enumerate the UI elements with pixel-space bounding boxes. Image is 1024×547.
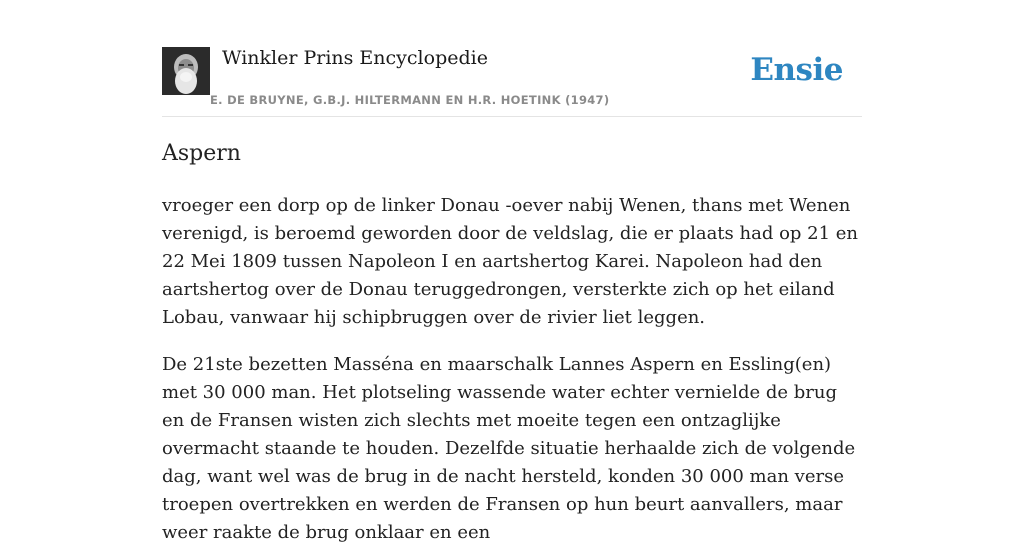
article (162, 138, 862, 547)
authors-subtitle: E. DE BRUYNE, G.B.J. HILTERMANN EN H.R. HOETINK (1947) (210, 93, 610, 107)
author-avatar (162, 47, 210, 95)
portrait-icon (162, 47, 210, 95)
article-paragraph: De 21ste bezetten Masséna en maarschalk Lannes Aspern en Essling(en) met 30 000 man. Het plotseling wassende water echter vernielde de brug en de Fransen wisten zich slechts met moeite tegen een ontzaglijke overmacht staande te houden. Dezelfde situatie herhaalde zich de volgende dag, want wel was de brug in de nacht hersteld, konden 30 000 man verse troepen overtrekken en werden de Fransen op hun beurt aanvallers, maar weer raakte de brug onklaar en een (162, 354, 856, 543)
brand-logo[interactable]: Ensie (750, 52, 843, 88)
article-paragraph: vroeger een dorp op de linker Donau -oever nabij Wenen, thans met Wenen verenigd, is beroemd geworden door de veldslag, die er plaats had op 21 en 22 Mei 1809 tussen Napoleon I en aartshertog Karei. Napoleon had den aartshertog over de Donau teruggedrongen, versterkte zich op het eiland Lobau, vanwaar hij schipbruggen over de rivier liet leggen. (162, 195, 859, 328)
article-title: Aspern (162, 141, 241, 166)
site-title[interactable]: Winkler Prins Encyclopedie (222, 47, 488, 69)
header (162, 46, 862, 117)
